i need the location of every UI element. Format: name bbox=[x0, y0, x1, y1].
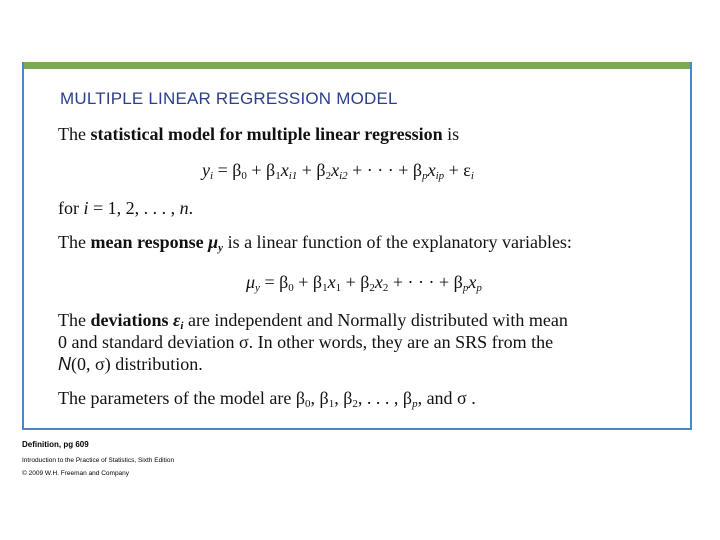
deviations-line-2: 0 and standard deviation σ. In other words, they are an SRS from the bbox=[58, 332, 554, 352]
index-range-line: for i = 1, 2, . . . , n. bbox=[58, 198, 194, 218]
definition-box bbox=[22, 62, 692, 430]
parameters-line: The parameters of the model are $\beta_0$, $\beta_1$, $\beta_2$, . . . , $\beta_p$, and σ . bbox=[58, 388, 476, 410]
box-top-bar bbox=[24, 62, 690, 69]
intro-line: The statistical model for multiple linear regression is bbox=[58, 124, 460, 144]
mean-response-line: The mean response $\mu_y$ is a linear function of the explanatory variables: bbox=[58, 232, 572, 254]
caption-book: Introduction to the Practice of Statistics, Sixth Edition bbox=[22, 457, 175, 464]
definition-heading: MULTIPLE LINEAR REGRESSION MODEL bbox=[60, 89, 398, 108]
caption-title: Definition, pg 609 bbox=[22, 440, 89, 449]
regression-equation: $y_i = \beta_0 + \beta_1x_{i1} + \beta_2x_{i2}$ + · · · + $\beta_px_{ip} + \varepsilon_i$ bbox=[202, 160, 474, 182]
deviations-line-3: N(0, σ) distribution. bbox=[58, 354, 203, 374]
caption-copyright: © 2009 W.H. Freeman and Company bbox=[22, 470, 130, 477]
deviations-line-1: The deviations $\varepsilon_i$ are independent and Normally distributed with mean bbox=[58, 310, 568, 332]
mean-response-equation: $\mu_y = \beta_0 + \beta_1x_1 + \beta_2x_2$ + · · · + $\beta_px_p$ bbox=[246, 272, 482, 294]
